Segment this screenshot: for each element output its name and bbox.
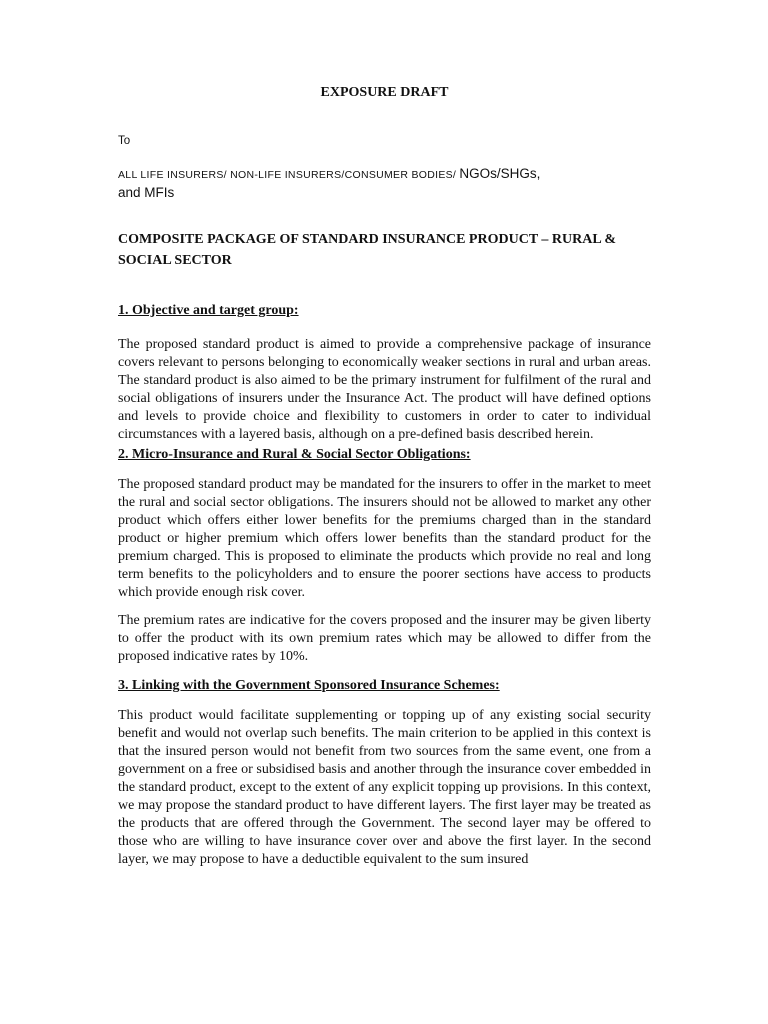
document-heading: COMPOSITE PACKAGE OF STANDARD INSURANCE PRODUCT – RURAL & SOCIAL SECTOR xyxy=(118,232,617,268)
recipients-line xyxy=(118,165,651,203)
section-heading-government-schemes: 3. Linking with the Government Sponsored Insurance Schemes: xyxy=(118,677,500,693)
document-body xyxy=(118,84,651,869)
section-heading-objective: 1. Objective and target group: xyxy=(118,303,299,318)
paragraph-government-schemes: This product would facilitate supplementing or topping up of any existing social security benefit and would not overlap such benefits. The main criterion to be applied in this context is that the insured person would not benefit from two sources from the same event, one from a government on a free or subsidised basis and another through the insurance cover embedded in the standard product, except to the extent of any explicit topping up provisions. In this context, we may propose the standard product to have different layers. The first layer may be treated as the products that are offered through the Government. The second layer may be offered to those who are willing to have insurance cover over and above the first layer. In the second layer, we may propose to have a deductible equivalent to the sum insured xyxy=(118,707,651,868)
recipients-ngos: NGOs/SHGs, xyxy=(459,166,541,181)
recipients-list: ALL LIFE INSURERS/ NON-LIFE INSURERS/CONSUMER BODIES/ xyxy=(118,169,460,181)
paragraph-obligations: The proposed standard product may be mandated for the insurers to offer in the market to meet the rural and social sector obligations. The insurers should not be allowed to market any other product which offers either lower benefits for the premiums charged than in the standard product or higher premium which offers lower benefits than the standard product for the premium charged. This is proposed to eliminate the products which provide no real and long term benefits to the policyholders and to ensure the poorer sections have access to products which provide enough risk cover. xyxy=(118,476,651,601)
section-heading-obligations: 2. Micro-Insurance and Rural & Social Sector Obligations: xyxy=(118,446,471,462)
document-title: EXPOSURE DRAFT xyxy=(320,85,449,100)
paragraph-premium-rates: The premium rates are indicative for the covers proposed and the insurer may be given liberty to offer the product with its own premium rates which may be allowed to differ from the proposed indicative rates by 10%. xyxy=(118,613,651,665)
recipients-mfis: and MFIs xyxy=(118,185,175,200)
addressee-label: To xyxy=(118,135,131,147)
paragraph-objective: The proposed standard product is aimed to provide a comprehensive package of insurance covers relevant to persons belonging to economically weaker sections in rural and urban areas. The standard product is also aimed to be the primary instrument for fulfilment of the rural and social obligations of insurers under the Insurance Act. The product will have defined options and levels to provide choice and flexibility to customers in order to cater to individual circumstances with a layered basis, although on a pre-defined basis described herein. xyxy=(118,337,651,443)
